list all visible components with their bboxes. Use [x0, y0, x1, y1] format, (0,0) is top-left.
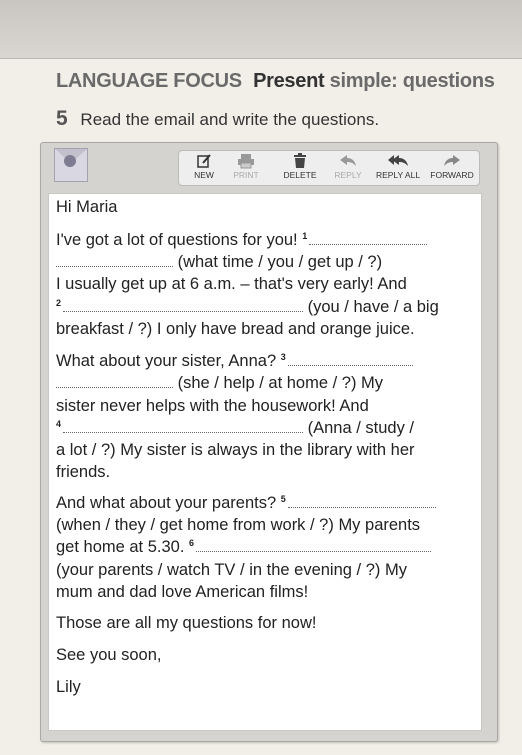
- heading-present: Present: [253, 70, 325, 92]
- email-line-4: [56, 298, 439, 317]
- q3-prompt: (she / help / at home / ?) My: [177, 374, 384, 392]
- forward-button[interactable]: [427, 151, 477, 185]
- new-label: NEW: [194, 170, 214, 180]
- exercise-instruction: Read the email and write the questions.: [80, 110, 380, 129]
- q5-lead-text: And what about your parents?: [56, 494, 277, 512]
- reply-all-arrow-icon: [387, 153, 409, 169]
- q1-prompt: (what time / you / get up / ?): [177, 253, 383, 271]
- compose-icon: [196, 153, 212, 169]
- email-line-8: sister never helps with the housework! And: [56, 397, 369, 415]
- delete-label: DELETE: [283, 170, 317, 180]
- answer-blank-5[interactable]: [288, 506, 436, 508]
- q1-lead-text: I've got a lot of questions for you!: [56, 231, 298, 249]
- email-line-7: [56, 374, 383, 393]
- email-line-2: [56, 253, 382, 272]
- answer-blank-3[interactable]: [288, 364, 413, 366]
- answer-blank-3-cont[interactable]: [56, 386, 173, 388]
- email-line-16: mum and dad love American films!: [56, 583, 309, 601]
- forward-label: FORWARD: [430, 170, 474, 180]
- answer-blank-1[interactable]: [309, 243, 427, 245]
- reply-all-button[interactable]: [373, 151, 423, 185]
- reply-label: REPLY: [334, 170, 362, 180]
- q3-lead-text: What about your sister, Anna?: [56, 352, 277, 370]
- answer-blank-6[interactable]: [196, 550, 431, 552]
- section-heading: [56, 70, 495, 93]
- answer-blank-4[interactable]: [63, 431, 303, 433]
- email-line-9: [56, 419, 414, 438]
- email-line-3: I usually get up at 6 a.m. – that's very early! And: [56, 275, 407, 293]
- line14-lead-text: get home at 5.30.: [56, 538, 185, 556]
- q4-number: 4: [56, 419, 62, 429]
- envelope-icon: [54, 148, 88, 182]
- email-closing-1: Those are all my questions for now!: [56, 614, 317, 632]
- top-band: [0, 0, 522, 59]
- email-line-10: a lot / ?) My sister is always in the library with her: [56, 441, 415, 459]
- trash-icon: [293, 153, 307, 169]
- answer-blank-2[interactable]: [63, 310, 303, 312]
- email-line-1: [56, 231, 427, 250]
- email-line-6: [56, 352, 413, 371]
- heading-simple-questions: simple: questions: [329, 70, 495, 92]
- exercise-number: 5: [56, 107, 68, 130]
- q5-number: 5: [280, 494, 286, 504]
- q2-number: 2: [56, 298, 62, 308]
- email-signature: Lily: [56, 678, 81, 696]
- email-line-5: breakfast / ?) I only have bread and orange juice.: [56, 320, 415, 338]
- delete-button[interactable]: [275, 151, 325, 185]
- q6-number: 6: [189, 538, 195, 548]
- q1-number: 1: [302, 231, 308, 241]
- q2-prompt: (you / have / a big: [307, 298, 439, 316]
- email-line-13: (when / they / get home from work / ?) My parents: [56, 516, 421, 534]
- email-line-11: friends.: [56, 463, 111, 481]
- printer-icon: [237, 153, 255, 169]
- reply-button[interactable]: [323, 151, 373, 185]
- q3-number: 3: [280, 352, 286, 362]
- email-line-14: [56, 538, 431, 557]
- forward-arrow-icon: [443, 153, 461, 169]
- reply-all-label: REPLY ALL: [375, 170, 421, 180]
- email-greeting: Hi Maria: [56, 198, 118, 216]
- print-button[interactable]: [221, 151, 271, 185]
- q4-prompt: (Anna / study /: [307, 419, 414, 437]
- exercise-instruction-row: [56, 107, 379, 131]
- reply-arrow-icon: [339, 153, 357, 169]
- print-label: PRINT: [233, 170, 259, 180]
- email-closing-2: See you soon,: [56, 646, 162, 664]
- email-line-12: [56, 494, 436, 513]
- heading-language-focus: LANGUAGE FOCUS: [56, 70, 242, 92]
- answer-blank-1-cont[interactable]: [56, 265, 173, 267]
- email-toolbar: [178, 150, 480, 186]
- email-line-15: (your parents / watch TV / in the evening / ?) My: [56, 561, 407, 579]
